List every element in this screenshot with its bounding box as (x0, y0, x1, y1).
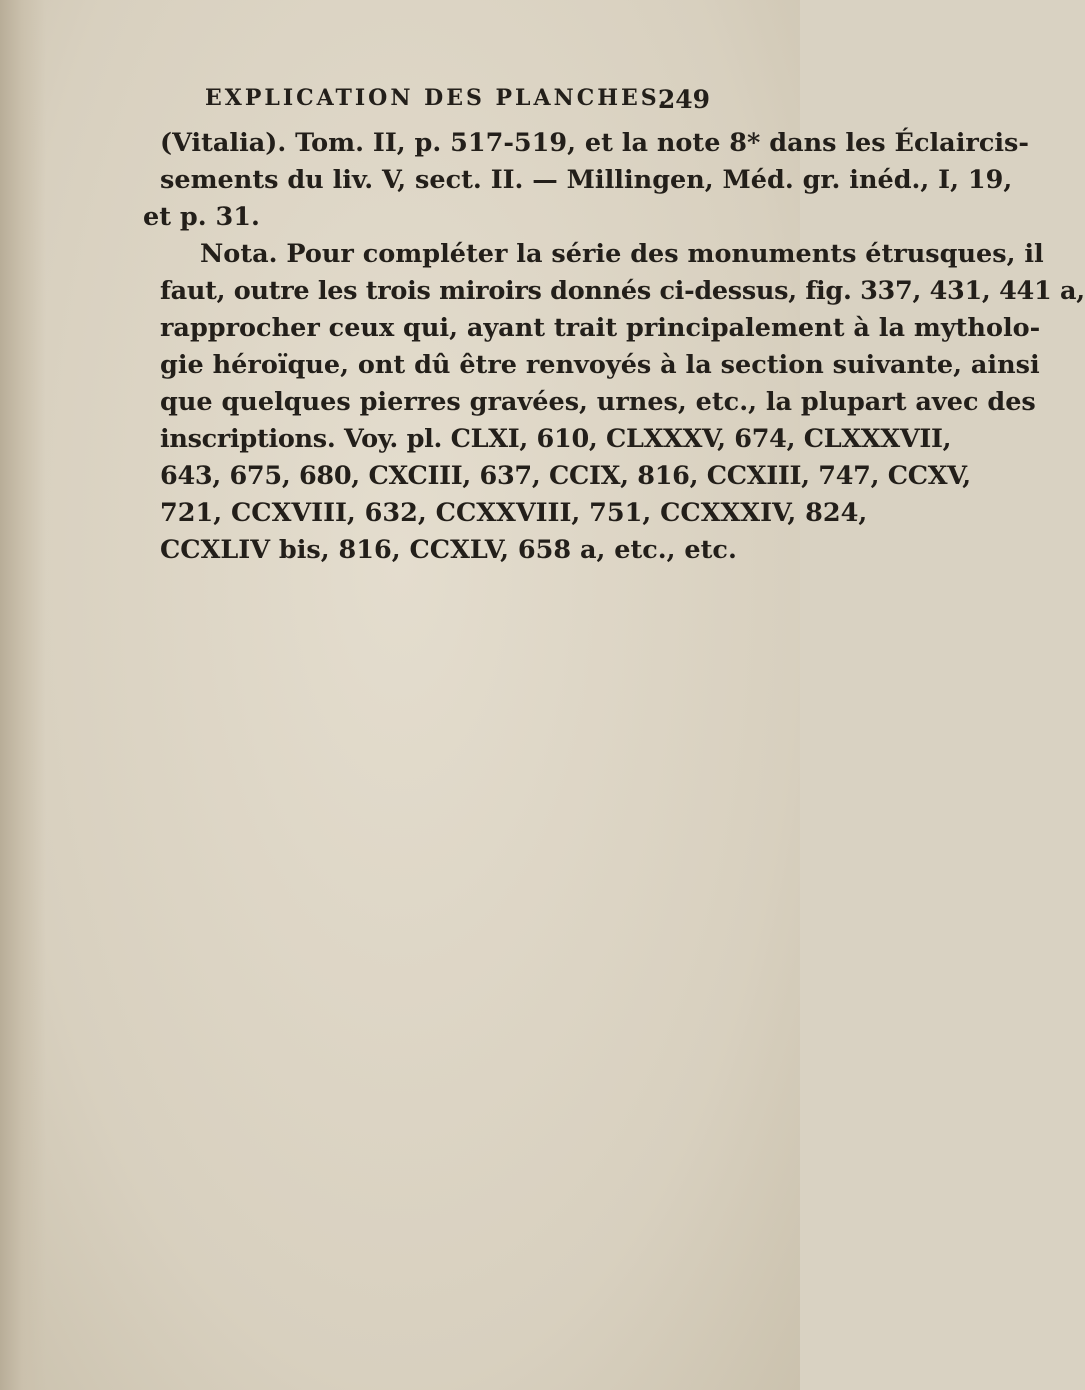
page-number: 249 (657, 85, 710, 114)
text-line: inscriptions. Voy. pl. CLXI, 610, CLXXXV, 674, CLXXXVII, (160, 424, 952, 454)
text-line: Nota. Pour compléter la série des monuments étrusques, il (200, 239, 1044, 269)
text-line: CCXLIV bis, 816, CCXLV, 658 a, etc., etc. (160, 535, 737, 565)
running-head-title: EXPLICATION DES PLANCHES. (205, 85, 670, 111)
text-line: sements du liv. V, sect. II. — Millingen, Méd. gr. inéd., I, 19, (160, 165, 1013, 195)
text-line: 643, 675, 680, CXCIII, 637, CCIX, 816, CCXIII, 747, CCXV, (160, 461, 971, 491)
page-binding-edge (0, 0, 46, 1390)
text-line: (Vitalia). Tom. II, p. 517-519, et la note 8* dans les Éclaircis- (160, 128, 1029, 158)
body-text (143, 125, 1085, 569)
text-line: 721, CCXVIII, 632, CCXXVIII, 751, CCXXXIV, 824, (160, 498, 868, 528)
text-line: faut, outre les trois miroirs donnés ci-dessus, fig. 337, 431, 441 a, (160, 276, 1085, 306)
running-head (205, 85, 710, 119)
text-line: que quelques pierres gravées, urnes, etc., la plupart avec des (160, 387, 1036, 417)
text-line: et p. 31. (143, 202, 260, 232)
text-line: rapprocher ceux qui, ayant trait principalement à la mytholo- (160, 313, 1041, 343)
text-line: gie héroïque, ont dû être renvoyés à la section suivante, ainsi (160, 350, 1040, 380)
